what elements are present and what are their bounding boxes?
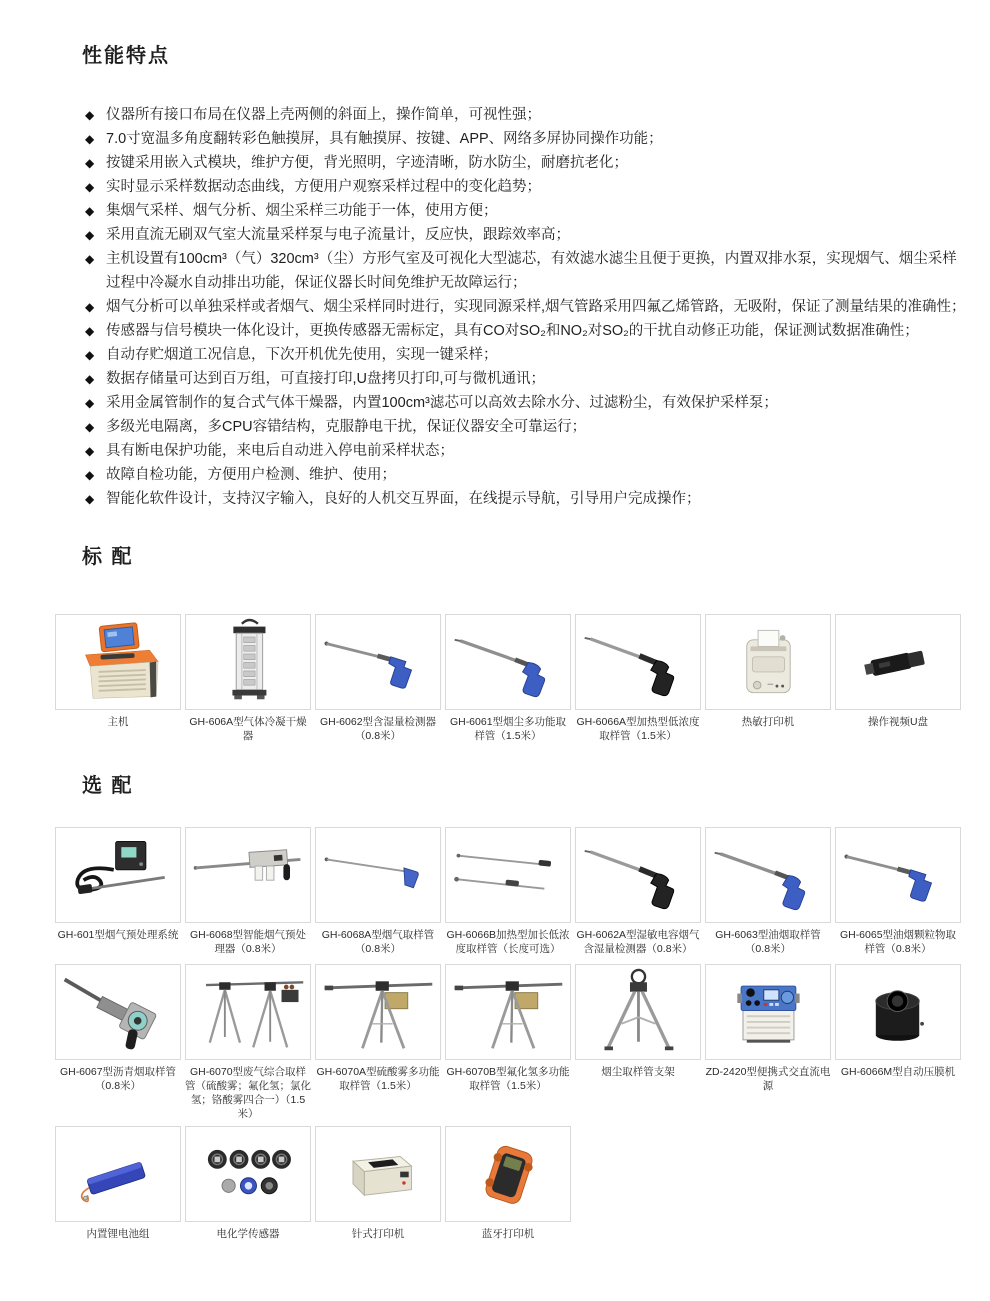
diamond-bullet-icon: ◆	[85, 372, 95, 386]
product-card	[575, 827, 701, 956]
product-card	[55, 964, 181, 1093]
product-image-flue-gas-pretreatment-system	[55, 827, 181, 923]
product-image-oil-fume-probe	[705, 827, 831, 923]
product-card	[315, 614, 441, 743]
diamond-bullet-icon: ◆	[85, 132, 95, 146]
product-card	[705, 614, 831, 729]
feature-item	[85, 319, 966, 343]
product-label: GH-6062A型湿敏电容烟气含湿量检测器（0.8米）	[576, 929, 700, 955]
diamond-bullet-icon: ◆	[85, 492, 95, 506]
feature-text: 实时显示采样数据动态曲线，方便用户观察采样过程中的变化趋势；	[106, 179, 541, 195]
product-label: GH-6065型油烟颗粒物取样管（0.8米）	[839, 929, 957, 955]
diamond-bullet-icon: ◆	[85, 348, 95, 362]
product-image-probe-tripod	[575, 964, 701, 1060]
product-label: GH-6070A型硫酸雾多功能取样管（1.5米）	[316, 1066, 440, 1092]
feature-text: 采用直流无刷双气室大流量采样泵与电子流量计，反应快，跟踪效率高；	[106, 227, 570, 243]
feature-text: 传感器与信号模块一体化设计，更换传感器无需标定，具有CO对SO₂和NO₂对SO₂的干扰自动修正功能，保证测试数据准确性；	[106, 323, 919, 339]
feature-item	[85, 439, 966, 463]
feature-item	[85, 199, 966, 223]
feature-item	[85, 487, 966, 511]
product-label: GH-6063型油烟取样管（0.8米）	[715, 929, 821, 955]
optional-config-section	[55, 774, 966, 1241]
product-label: GH-6066A型加热型低浓度取样管（1.5米）	[576, 716, 700, 742]
feature-text: 多级光电隔离，多CPU容错结构，克服静电干扰，保证仪器安全可靠运行；	[106, 419, 587, 435]
product-image-gas-condenser-dryer	[185, 614, 311, 710]
diamond-bullet-icon: ◆	[85, 180, 95, 194]
feature-text: 主机设置有100cm³（气）320cm³（尘）方形气室及可视化大型滤芯，有效滤水滤尘且便于更换，内置双排水泵，实现烟气、烟尘采样过程中冷凝水自动排出功能，保证仪器长时间免维护无故障运行；	[106, 251, 957, 291]
feature-text: 7.0寸宽温多角度翻转彩色触摸屏，具有触摸屏、按键、APP、网络多屏协同操作功能；	[106, 131, 663, 147]
feature-text: 集烟气采样、烟气分析、烟尘采样三功能于一体，使用方便；	[106, 203, 498, 219]
feature-item	[85, 415, 966, 439]
product-image-dust-multi-probe	[445, 614, 571, 710]
product-image-electrochemical-sensors	[185, 1126, 311, 1222]
feature-item	[85, 151, 966, 175]
feature-text: 仪器所有接口布局在仪器上壳两侧的斜面上，操作简单，可视性强；	[106, 107, 541, 123]
feature-item	[85, 343, 966, 367]
product-label: GH-606A型气体冷凝干燥器	[189, 716, 307, 742]
product-label: 蓝牙打印机	[481, 1228, 535, 1240]
feature-item	[85, 127, 966, 151]
feature-text: 数据存储量可达到百万组，可直接打印,U盘拷贝打印,可与微机通讯；	[106, 371, 546, 387]
product-card	[55, 614, 181, 729]
product-card	[315, 827, 441, 956]
features-section	[55, 44, 966, 511]
product-label: GH-601型烟气预处理系统	[57, 929, 179, 941]
product-card	[185, 1126, 311, 1241]
product-card	[705, 964, 831, 1093]
feature-text: 智能化软件设计，支持汉字输入，良好的人机交互界面，在线提示导航，引导用户完成操作；	[106, 491, 701, 507]
product-label: GH-6062型含湿量检测器（0.8米）	[319, 716, 437, 742]
product-image-main-unit	[55, 614, 181, 710]
feature-item	[85, 103, 966, 127]
features-list	[55, 103, 966, 511]
product-image-hydrogen-fluoride-probe	[445, 964, 571, 1060]
product-card	[55, 1126, 181, 1241]
product-label: GH-6070型废气综合取样管（硫酸雾；氟化氢；氯化氢；铬酸雾四合一）（1.5米）	[185, 1066, 311, 1120]
product-image-capacitive-moisture-detector	[575, 827, 701, 923]
standard-product-row	[55, 614, 966, 743]
features-title: 性能特点	[82, 45, 170, 67]
product-card	[445, 1126, 571, 1241]
product-image-moisture-detector	[315, 614, 441, 710]
product-image-thermal-printer	[705, 614, 831, 710]
diamond-bullet-icon: ◆	[85, 396, 95, 410]
standard-config-title: 标 配	[82, 546, 134, 568]
feature-item	[85, 367, 966, 391]
feature-item	[85, 175, 966, 199]
product-label: 热敏打印机	[741, 716, 795, 728]
product-label: GH-6070B型氟化氢多功能取样管（1.5米）	[446, 1066, 570, 1092]
product-label: GH-6068A型烟气取样管（0.8米）	[321, 929, 435, 955]
optional-config-title: 选 配	[82, 775, 134, 797]
product-image-bluetooth-printer	[445, 1126, 571, 1222]
feature-item	[85, 463, 966, 487]
product-card	[575, 614, 701, 743]
product-label: 主机	[107, 716, 129, 728]
product-image-auto-film-press	[835, 964, 961, 1060]
diamond-bullet-icon: ◆	[85, 468, 95, 482]
diamond-bullet-icon: ◆	[85, 228, 95, 242]
feature-item	[85, 391, 966, 415]
diamond-bullet-icon: ◆	[85, 252, 95, 266]
product-image-flue-gas-probe	[315, 827, 441, 923]
product-card	[835, 964, 961, 1079]
product-image-oil-fume-particle-probe	[835, 827, 961, 923]
feature-text: 具有断电保护功能，来电后自动进入停电前采样状态；	[106, 443, 454, 459]
diamond-bullet-icon: ◆	[85, 300, 95, 314]
product-image-portable-power-supply	[705, 964, 831, 1060]
product-label: ZD-2420型便携式交直流电源	[705, 1066, 831, 1092]
product-image-dot-matrix-printer	[315, 1126, 441, 1222]
feature-item	[85, 295, 966, 319]
product-label: GH-6067型沥青烟取样管（0.8米）	[59, 1066, 177, 1092]
product-label: 电化学传感器	[216, 1228, 280, 1240]
product-image-waste-gas-combined-probe	[185, 964, 311, 1060]
product-image-heated-extended-probe	[445, 827, 571, 923]
product-label: GH-6068型智能烟气预处理器（0.8米）	[189, 929, 307, 955]
product-image-smart-pretreatment	[185, 827, 311, 923]
product-card	[445, 964, 571, 1093]
diamond-bullet-icon: ◆	[85, 204, 95, 218]
product-card	[315, 964, 441, 1093]
product-label: 针式打印机	[351, 1228, 405, 1240]
diamond-bullet-icon: ◆	[85, 420, 95, 434]
product-card	[445, 827, 571, 956]
product-card	[315, 1126, 441, 1241]
product-image-lithium-battery-pack	[55, 1126, 181, 1222]
feature-text: 自动存贮烟道工况信息，下次开机优先使用，实现一键采样；	[106, 347, 498, 363]
feature-text: 按键采用嵌入式模块，维护方便，背光照明，字迹清晰，防水防尘，耐磨抗老化；	[106, 155, 628, 171]
optional-product-row-1	[55, 827, 966, 956]
product-card	[185, 827, 311, 956]
product-card	[705, 827, 831, 956]
feature-item	[85, 223, 966, 247]
product-card	[185, 964, 311, 1121]
product-label: GH-6066B加热型加长低浓度取样管（长度可选）	[446, 929, 570, 955]
product-image-sulfuric-mist-probe	[315, 964, 441, 1060]
product-label: 内置锂电池组	[86, 1228, 150, 1240]
product-card	[575, 964, 701, 1079]
diamond-bullet-icon: ◆	[85, 108, 95, 122]
diamond-bullet-icon: ◆	[85, 156, 95, 170]
product-image-heated-low-conc-probe	[575, 614, 701, 710]
product-label: 操作视频U盘	[867, 716, 929, 728]
product-label: 烟尘取样管支架	[601, 1066, 675, 1078]
product-label: GH-6066M型自动压膜机	[840, 1066, 956, 1078]
diamond-bullet-icon: ◆	[85, 324, 95, 338]
product-card	[835, 827, 961, 956]
product-card	[835, 614, 961, 729]
product-card	[185, 614, 311, 743]
feature-item	[85, 247, 966, 295]
feature-text: 采用金属管制作的复合式气体干燥器，内置100cm³滤芯可以高效去除水分、过滤粉尘，有效保护采样泵；	[106, 395, 778, 411]
product-image-asphalt-fume-probe	[55, 964, 181, 1060]
standard-config-section	[55, 545, 966, 743]
product-label: GH-6061型烟尘多功能取样管（1.5米）	[449, 716, 567, 742]
feature-text: 故障自检功能，方便用户检测、维护、使用；	[106, 467, 396, 483]
optional-product-row-3	[55, 1126, 966, 1241]
feature-text: 烟气分析可以单独采样或者烟气、烟尘采样同时进行，实现同源采样,烟气管路采用四氟乙烯管路，无吸附，保证了测量结果的准确性；	[106, 299, 966, 315]
product-image-usb-drive	[835, 614, 961, 710]
product-card	[55, 827, 181, 942]
diamond-bullet-icon: ◆	[85, 444, 95, 458]
product-card	[445, 614, 571, 743]
optional-product-row-2	[55, 964, 966, 1121]
